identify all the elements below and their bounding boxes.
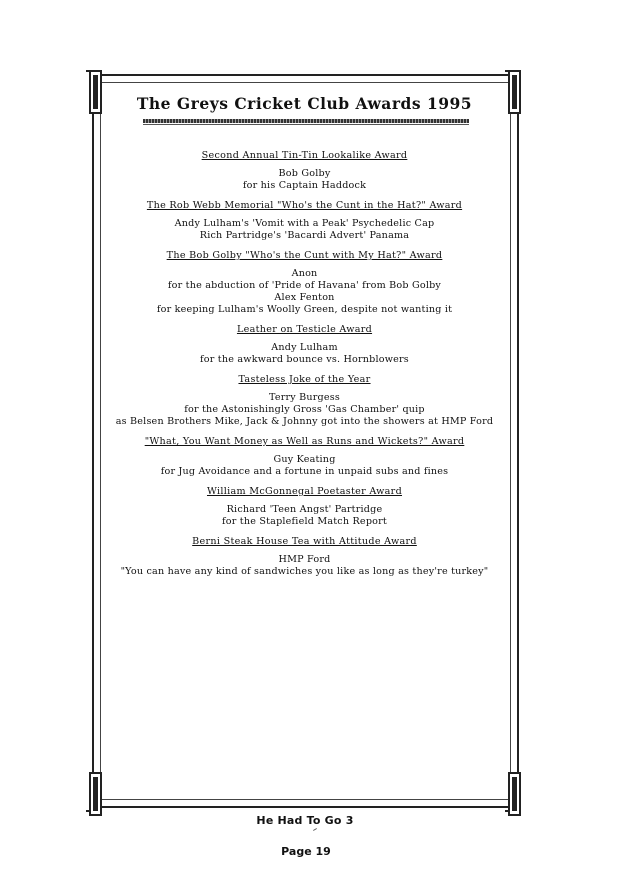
award-line: Andy Lulham <box>271 342 338 353</box>
award-entry <box>100 374 509 428</box>
award-entry <box>100 200 509 242</box>
award-title: Second Annual Tin-Tin Lookalike Award <box>201 150 408 161</box>
award-line: for the abduction of 'Pride of Havana' from Bob Golby <box>167 280 442 291</box>
footer-mark <box>313 828 317 831</box>
award-title: Leather on Testicle Award <box>236 324 373 335</box>
footer-book-title: He Had To Go 3 <box>256 814 354 827</box>
award-line: "You can have any kind of sandwiches you like as long as they're turkey" <box>120 566 489 577</box>
frame-corner-bottom-left <box>89 772 102 816</box>
award-entry <box>100 250 509 316</box>
award-line: for his Captain Haddock <box>242 180 367 191</box>
award-title: The Rob Webb Memorial "Who's the Cunt in the Hat?" Award <box>146 200 463 211</box>
award-title: Tasteless Joke of the Year <box>238 374 371 385</box>
award-line: as Belsen Brothers Mike, Jack & Johnny got into the showers at HMP Ford <box>115 416 494 427</box>
award-entry <box>100 486 509 528</box>
document-title: The Greys Cricket Club Awards 1995 <box>136 94 473 113</box>
award-line: for keeping Lulham's Woolly Green, despite not wanting it <box>156 304 453 315</box>
award-entry <box>100 150 509 192</box>
award-line: for the Astonishingly Gross 'Gas Chamber' quip <box>184 404 425 415</box>
frame-corner-bottom-right <box>508 772 521 816</box>
award-entry <box>100 536 509 578</box>
award-line: Rich Partridge's 'Bacardi Advert' Panama <box>199 230 410 241</box>
award-line: Richard 'Teen Angst' Partridge <box>226 504 383 515</box>
award-line: Alex Fenton <box>274 292 335 303</box>
award-entry <box>100 324 509 366</box>
award-line: Andy Lulham's 'Vomit with a Peak' Psychedelic Cap <box>174 218 435 229</box>
award-title: Berni Steak House Tea with Attitude Award <box>192 536 417 547</box>
award-line: Bob Golby <box>278 168 331 179</box>
award-line: Anon <box>291 268 318 279</box>
frame-corner-top-right <box>508 70 521 114</box>
award-line: for Jug Avoidance and a fortune in unpaid subs and fines <box>160 466 449 477</box>
award-line: for the awkward bounce vs. Hornblowers <box>200 354 409 365</box>
award-title: William McGonnegal Poetaster Award <box>206 486 403 497</box>
title-divider <box>143 119 469 123</box>
title-divider-line <box>143 124 469 125</box>
award-entry <box>100 436 509 478</box>
award-line: for the Staplefield Match Report <box>222 516 387 527</box>
award-title: "What, You Want Money as Well as Runs and Wickets?" Award <box>144 436 465 447</box>
award-line: HMP Ford <box>278 554 331 565</box>
awards-list <box>100 150 509 578</box>
award-line: Guy Keating <box>273 454 336 465</box>
page-number: Page 19 <box>281 845 331 858</box>
award-title: The Bob Golby "Who's the Cunt with My Hat?" Award <box>166 250 443 261</box>
award-line: Terry Burgess <box>268 392 341 403</box>
